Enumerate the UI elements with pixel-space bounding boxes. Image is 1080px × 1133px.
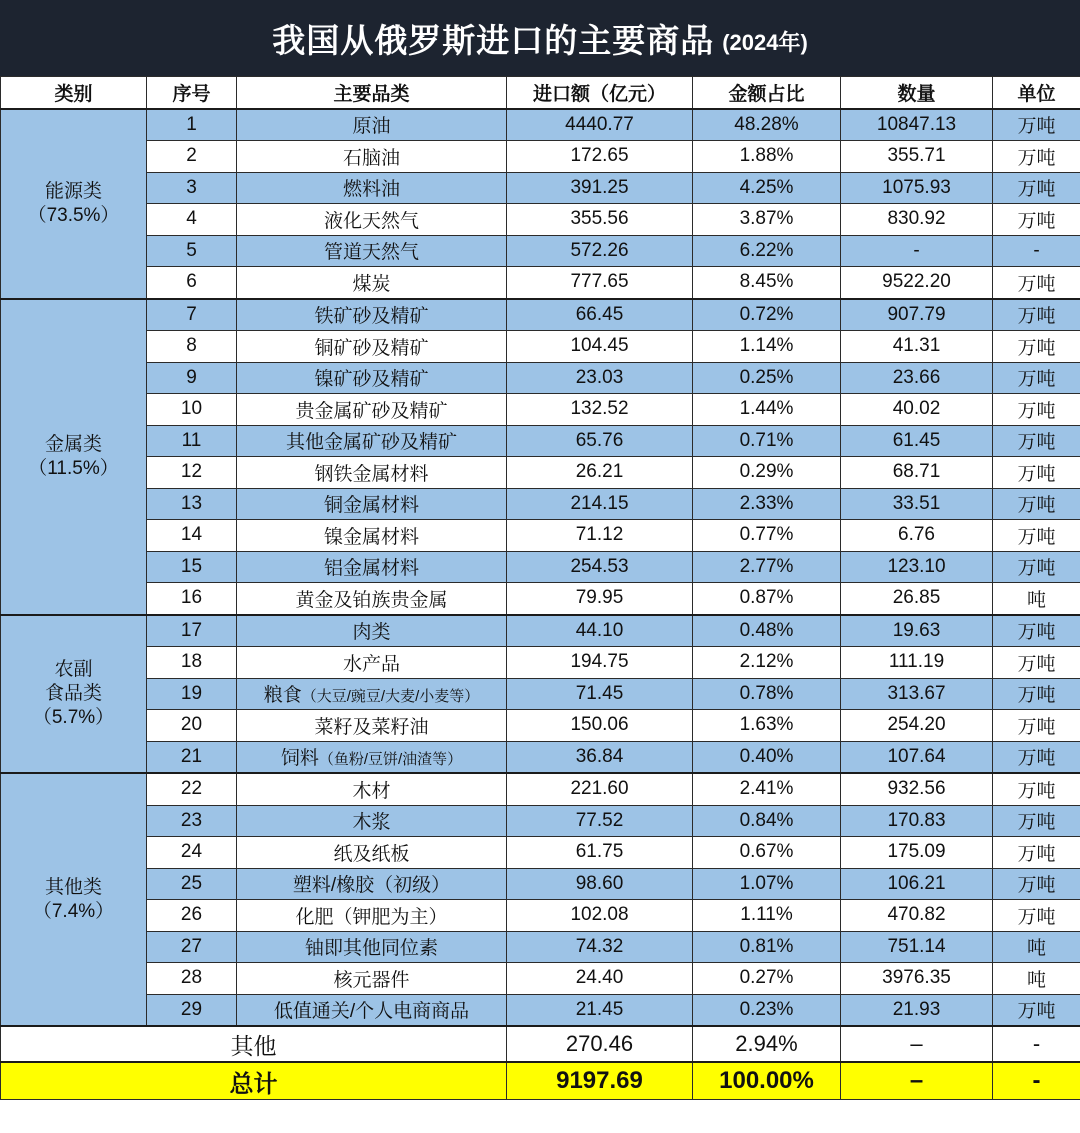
row-product: 铁矿砂及精矿: [237, 299, 507, 331]
row-product: 其他金属矿砂及精矿: [237, 425, 507, 457]
total-row: [1, 1062, 1080, 1100]
category-name: 农副: [54, 659, 93, 681]
row-quantity: 470.82: [841, 900, 993, 932]
table-body: [1, 109, 1080, 1100]
row-product-main: 饲料: [280, 748, 319, 770]
row-share: 1.44%: [693, 394, 841, 426]
row-product: 液化天然气: [237, 204, 507, 236]
row-index: 20: [147, 710, 237, 742]
row-unit: 吨: [993, 583, 1080, 615]
row-amount: 150.06: [507, 710, 693, 742]
row-amount: 355.56: [507, 204, 693, 236]
row-amount: 172.65: [507, 141, 693, 173]
row-share: 1.88%: [693, 141, 841, 173]
row-quantity: 68.71: [841, 457, 993, 489]
row-quantity: 41.31: [841, 331, 993, 363]
row-product: 木材: [237, 773, 507, 805]
row-share: 8.45%: [693, 267, 841, 299]
row-share: 1.14%: [693, 331, 841, 363]
row-product: 塑料/橡胶（初级）: [237, 868, 507, 900]
table-row: [1, 331, 1080, 363]
col-category: 类别: [1, 77, 147, 109]
row-product: 铀即其他同位素: [237, 931, 507, 963]
col-unit: 单位: [993, 77, 1080, 109]
row-unit: 万吨: [993, 299, 1080, 331]
row-product: 石脑油: [237, 141, 507, 173]
row-product-note: （大豆/豌豆/大麦/小麦等）: [301, 688, 480, 706]
row-share: 0.87%: [693, 583, 841, 615]
table-row: [1, 172, 1080, 204]
total-amount: 9197.69: [507, 1062, 693, 1100]
row-unit: 万吨: [993, 773, 1080, 805]
row-product: 管道天然气: [237, 235, 507, 267]
row-index: 5: [147, 235, 237, 267]
row-index: 3: [147, 172, 237, 204]
row-amount: 4440.77: [507, 109, 693, 141]
row-amount: 44.10: [507, 615, 693, 647]
row-share: 1.63%: [693, 710, 841, 742]
row-product: 钢铁金属材料: [237, 457, 507, 489]
row-unit: 万吨: [993, 710, 1080, 742]
table-row: [1, 583, 1080, 615]
category-percent: （7.4%）: [32, 900, 115, 922]
row-product: 木浆: [237, 805, 507, 837]
row-index: 4: [147, 204, 237, 236]
row-product: 低值通关/个人电商商品: [237, 994, 507, 1026]
total-quantity: –: [841, 1062, 993, 1100]
table-row: [1, 678, 1080, 710]
row-quantity: 19.63: [841, 615, 993, 647]
row-quantity: 3976.35: [841, 963, 993, 995]
row-index: 25: [147, 868, 237, 900]
row-product: 化肥（钾肥为主）: [237, 900, 507, 932]
import-table: [0, 76, 1080, 1100]
row-unit: 万吨: [993, 267, 1080, 299]
table-row: [1, 235, 1080, 267]
row-unit: 万吨: [993, 457, 1080, 489]
row-quantity: 23.66: [841, 362, 993, 394]
row-unit: 万吨: [993, 551, 1080, 583]
row-quantity: 26.85: [841, 583, 993, 615]
table-row: [1, 488, 1080, 520]
row-unit: 万吨: [993, 394, 1080, 426]
other-amount: 270.46: [507, 1026, 693, 1062]
row-unit: 万吨: [993, 362, 1080, 394]
total-share: 100.00%: [693, 1062, 841, 1100]
table-row: [1, 837, 1080, 869]
row-share: 0.72%: [693, 299, 841, 331]
row-amount: 79.95: [507, 583, 693, 615]
row-amount: 74.32: [507, 931, 693, 963]
category-name: 能源类: [44, 180, 102, 202]
category-cell-metal: [1, 299, 147, 615]
row-share: 0.40%: [693, 741, 841, 773]
row-amount: 71.45: [507, 678, 693, 710]
row-quantity: 6.76: [841, 520, 993, 552]
row-share: 0.84%: [693, 805, 841, 837]
col-product: 主要品类: [237, 77, 507, 109]
row-quantity: 10847.13: [841, 109, 993, 141]
row-index: 17: [147, 615, 237, 647]
row-product: [237, 741, 507, 773]
category-percent: （11.5%）: [28, 457, 119, 479]
row-index: 10: [147, 394, 237, 426]
row-product: 黄金及铂族贵金属: [237, 583, 507, 615]
col-index: 序号: [147, 77, 237, 109]
other-share: 2.94%: [693, 1026, 841, 1062]
row-share: 0.48%: [693, 615, 841, 647]
row-unit: 万吨: [993, 900, 1080, 932]
col-quantity: 数量: [841, 77, 993, 109]
row-index: 16: [147, 583, 237, 615]
row-amount: 61.75: [507, 837, 693, 869]
row-quantity: 1075.93: [841, 172, 993, 204]
row-index: 21: [147, 741, 237, 773]
table-row: [1, 805, 1080, 837]
row-share: 0.77%: [693, 520, 841, 552]
total-label: 总计: [1, 1062, 507, 1100]
row-amount: 65.76: [507, 425, 693, 457]
table-row: [1, 204, 1080, 236]
table-row: [1, 299, 1080, 331]
row-product: 肉类: [237, 615, 507, 647]
row-amount: 391.25: [507, 172, 693, 204]
row-index: 19: [147, 678, 237, 710]
row-index: 29: [147, 994, 237, 1026]
row-amount: 98.60: [507, 868, 693, 900]
row-quantity: 175.09: [841, 837, 993, 869]
row-share: 2.12%: [693, 647, 841, 679]
row-amount: 77.52: [507, 805, 693, 837]
row-unit: -: [993, 235, 1080, 267]
table-row: [1, 615, 1080, 647]
row-unit: 万吨: [993, 678, 1080, 710]
category-percent: （73.5%）: [27, 204, 120, 226]
row-share: 0.23%: [693, 994, 841, 1026]
row-product: 贵金属矿砂及精矿: [237, 394, 507, 426]
row-index: 24: [147, 837, 237, 869]
page-title: 我国从俄罗斯进口的主要商品: [272, 21, 715, 59]
row-unit: 吨: [993, 963, 1080, 995]
category-cell-other: [1, 773, 147, 1026]
row-quantity: 111.19: [841, 647, 993, 679]
row-index: 6: [147, 267, 237, 299]
row-amount: 23.03: [507, 362, 693, 394]
row-share: 0.78%: [693, 678, 841, 710]
row-product: 铜金属材料: [237, 488, 507, 520]
table-row: [1, 457, 1080, 489]
category-name: 其他类: [44, 876, 102, 898]
total-unit: -: [993, 1062, 1080, 1100]
row-quantity: 106.21: [841, 868, 993, 900]
row-unit: 万吨: [993, 331, 1080, 363]
row-quantity: 107.64: [841, 741, 993, 773]
row-amount: 104.45: [507, 331, 693, 363]
row-share: 1.07%: [693, 868, 841, 900]
header-row: [1, 77, 1080, 109]
row-quantity: 21.93: [841, 994, 993, 1026]
row-share: 0.25%: [693, 362, 841, 394]
row-index: 11: [147, 425, 237, 457]
row-amount: 572.26: [507, 235, 693, 267]
row-index: 9: [147, 362, 237, 394]
row-product: 原油: [237, 109, 507, 141]
row-unit: 万吨: [993, 615, 1080, 647]
row-quantity: 254.20: [841, 710, 993, 742]
category-cell-energy: [1, 109, 147, 299]
row-amount: 71.12: [507, 520, 693, 552]
row-quantity: 123.10: [841, 551, 993, 583]
row-amount: 254.53: [507, 551, 693, 583]
row-unit: 万吨: [993, 141, 1080, 173]
row-quantity: 932.56: [841, 773, 993, 805]
row-unit: 万吨: [993, 204, 1080, 236]
row-unit: 万吨: [993, 488, 1080, 520]
row-product: 镍金属材料: [237, 520, 507, 552]
row-product: [237, 678, 507, 710]
table-row: [1, 994, 1080, 1026]
table-row: [1, 551, 1080, 583]
row-amount: 221.60: [507, 773, 693, 805]
row-quantity: 907.79: [841, 299, 993, 331]
row-unit: 万吨: [993, 805, 1080, 837]
row-quantity: 355.71: [841, 141, 993, 173]
row-product: 燃料油: [237, 172, 507, 204]
row-quantity: 751.14: [841, 931, 993, 963]
col-amount: 进口额（亿元）: [507, 77, 693, 109]
other-row: [1, 1026, 1080, 1062]
row-unit: 万吨: [993, 837, 1080, 869]
row-unit: 万吨: [993, 647, 1080, 679]
row-amount: 36.84: [507, 741, 693, 773]
row-index: 28: [147, 963, 237, 995]
row-index: 27: [147, 931, 237, 963]
row-index: 14: [147, 520, 237, 552]
row-quantity: -: [841, 235, 993, 267]
row-quantity: 61.45: [841, 425, 993, 457]
table-row: [1, 362, 1080, 394]
table-row: [1, 931, 1080, 963]
row-amount: 214.15: [507, 488, 693, 520]
row-share: 0.81%: [693, 931, 841, 963]
row-share: 2.77%: [693, 551, 841, 583]
row-product: 水产品: [237, 647, 507, 679]
row-product: 镍矿砂及精矿: [237, 362, 507, 394]
row-amount: 132.52: [507, 394, 693, 426]
row-unit: 万吨: [993, 741, 1080, 773]
other-quantity: –: [841, 1026, 993, 1062]
row-quantity: 170.83: [841, 805, 993, 837]
row-product: 煤炭: [237, 267, 507, 299]
row-share: 3.87%: [693, 204, 841, 236]
table-row: [1, 394, 1080, 426]
table-header: [1, 77, 1080, 109]
table-row: [1, 741, 1080, 773]
row-unit: 万吨: [993, 868, 1080, 900]
row-unit: 万吨: [993, 425, 1080, 457]
row-index: 23: [147, 805, 237, 837]
row-product: 铝金属材料: [237, 551, 507, 583]
row-unit: 万吨: [993, 109, 1080, 141]
row-amount: 66.45: [507, 299, 693, 331]
table-row: [1, 710, 1080, 742]
row-index: 26: [147, 900, 237, 932]
row-product: 纸及纸板: [237, 837, 507, 869]
row-product: 铜矿砂及精矿: [237, 331, 507, 363]
row-index: 18: [147, 647, 237, 679]
table-row: [1, 267, 1080, 299]
row-share: 48.28%: [693, 109, 841, 141]
row-unit: 万吨: [993, 172, 1080, 204]
table-row: [1, 647, 1080, 679]
row-quantity: 9522.20: [841, 267, 993, 299]
row-amount: 102.08: [507, 900, 693, 932]
table-row: [1, 520, 1080, 552]
other-unit: -: [993, 1026, 1080, 1062]
row-quantity: 33.51: [841, 488, 993, 520]
row-index: 15: [147, 551, 237, 583]
row-index: 7: [147, 299, 237, 331]
row-product: 菜籽及菜籽油: [237, 710, 507, 742]
row-amount: 194.75: [507, 647, 693, 679]
table-row: [1, 425, 1080, 457]
row-index: 1: [147, 109, 237, 141]
row-amount: 21.45: [507, 994, 693, 1026]
row-share: 2.41%: [693, 773, 841, 805]
row-share: 6.22%: [693, 235, 841, 267]
row-share: 4.25%: [693, 172, 841, 204]
category-name: 金属类: [44, 433, 102, 455]
table-row: [1, 109, 1080, 141]
category-percent: （5.7%）: [32, 706, 115, 728]
row-share: 2.33%: [693, 488, 841, 520]
row-share: 0.27%: [693, 963, 841, 995]
col-share: 金额占比: [693, 77, 841, 109]
page-subtitle: (2024年): [722, 30, 808, 55]
table-row: [1, 900, 1080, 932]
row-amount: 777.65: [507, 267, 693, 299]
title-bar: [0, 0, 1080, 76]
row-quantity: 830.92: [841, 204, 993, 236]
row-index: 13: [147, 488, 237, 520]
row-amount: 26.21: [507, 457, 693, 489]
row-share: 0.71%: [693, 425, 841, 457]
row-index: 2: [147, 141, 237, 173]
row-index: 8: [147, 331, 237, 363]
table-row: [1, 868, 1080, 900]
row-unit: 万吨: [993, 994, 1080, 1026]
category-cell-agri: [1, 615, 147, 774]
other-label: 其他: [1, 1026, 507, 1062]
row-product-note: （鱼粉/豆饼/油渣等）: [318, 751, 463, 769]
row-unit: 吨: [993, 931, 1080, 963]
row-index: 12: [147, 457, 237, 489]
row-share: 0.67%: [693, 837, 841, 869]
row-quantity: 313.67: [841, 678, 993, 710]
row-amount: 24.40: [507, 963, 693, 995]
row-share: 0.29%: [693, 457, 841, 489]
row-quantity: 40.02: [841, 394, 993, 426]
table-row: [1, 963, 1080, 995]
row-share: 1.11%: [693, 900, 841, 932]
row-product: 核元器件: [237, 963, 507, 995]
row-product-main: 粮食: [263, 685, 302, 707]
category-name-2: 食品类: [44, 682, 102, 704]
row-index: 22: [147, 773, 237, 805]
table-row: [1, 141, 1080, 173]
table-row: [1, 773, 1080, 805]
row-unit: 万吨: [993, 520, 1080, 552]
